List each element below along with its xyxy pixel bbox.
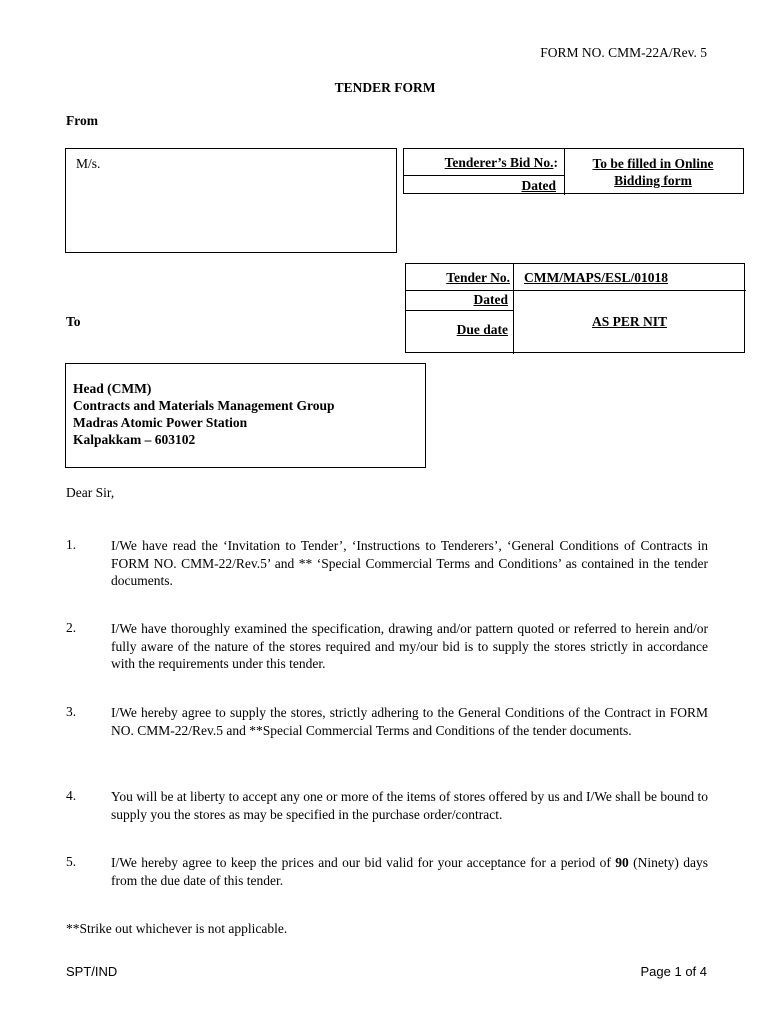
- tender-number-table: [405, 263, 745, 353]
- clause-number: 2.: [66, 620, 77, 635]
- ms-label: M/s.: [76, 156, 101, 171]
- clause-text: I/We have thoroughly examined the specification, drawing and/or pattern quoted or referred to herein and/or fully aware of the nature of the stores required and my/our bid is to supply the stores strictly in accordance with the requirements under this tender.: [111, 621, 708, 671]
- due-date-label: Due date: [456, 322, 508, 337]
- column-divider: [513, 264, 514, 354]
- clause-number: 5.: [66, 854, 77, 869]
- page-number: Page 1 of 4: [640, 964, 707, 979]
- address-line: Madras Atomic Power Station: [73, 415, 248, 430]
- recipient-address-box: [65, 363, 426, 468]
- from-label: From: [66, 113, 98, 128]
- to-label: To: [66, 314, 81, 329]
- as-per-nit: AS PER NIT: [591, 314, 667, 329]
- row-divider: [406, 310, 513, 311]
- salutation: Dear Sir,: [66, 485, 115, 500]
- address-line: Contracts and Materials Management Group: [73, 398, 335, 413]
- page-title: TENDER FORM: [334, 80, 436, 95]
- strike-out-note: **Strike out whichever is not applicable.: [66, 921, 288, 936]
- address-line: Kalpakkam – 603102: [73, 432, 196, 447]
- recipient-address: [73, 380, 334, 448]
- clause-number: 1.: [66, 537, 77, 552]
- bid-no-label: Tenderer’s Bid No.:: [444, 155, 558, 170]
- clause-number: 3.: [66, 704, 77, 719]
- column-divider: [564, 149, 565, 195]
- form-number: FORM NO. CMM-22A/Rev. 5: [540, 45, 707, 60]
- from-address-box[interactable]: [65, 148, 397, 253]
- bid-dated-label: Dated: [521, 178, 556, 193]
- clause-text: I/We have read the ‘Invitation to Tender’, ‘Instructions to Tenderers’, ‘General Conditions of Contracts in FORM NO. CMM-22/Rev.5’ and ** ‘Special Commercial Terms and Conditions’ as contained in the tender documents.: [111, 538, 708, 588]
- row-divider: [406, 290, 746, 291]
- clause-text: You will be at liberty to accept any one or more of the items of stores offered by us and I/We shall be bound to supply you the stores as may be specified in the purchase order/contract.: [111, 789, 708, 822]
- clause-text: I/We hereby agree to supply the stores, strictly adhering to the General Conditions of the Contract in FORM NO. CMM-22/Rev.5 and **Special Commercial Terms and Conditions of the tender documents.: [111, 705, 708, 738]
- tender-no-value: CMM/MAPS/ESL/01018: [524, 270, 668, 285]
- online-bidding-note: To be filled in Online Bidding form: [592, 156, 714, 188]
- address-line: Head (CMM): [73, 381, 152, 396]
- clause-number: 4.: [66, 788, 77, 803]
- tender-no-label: Tender No.: [446, 270, 510, 285]
- bid-number-table: [403, 148, 744, 194]
- row-divider: [404, 175, 564, 176]
- footer-doc-code: SPT/IND: [66, 964, 118, 979]
- clause-text: I/We hereby agree to keep the prices and our bid valid for your acceptance for a period of 90 (Ninety) days from the due date of this tender.: [111, 855, 708, 888]
- tender-dated-label: Dated: [473, 292, 508, 307]
